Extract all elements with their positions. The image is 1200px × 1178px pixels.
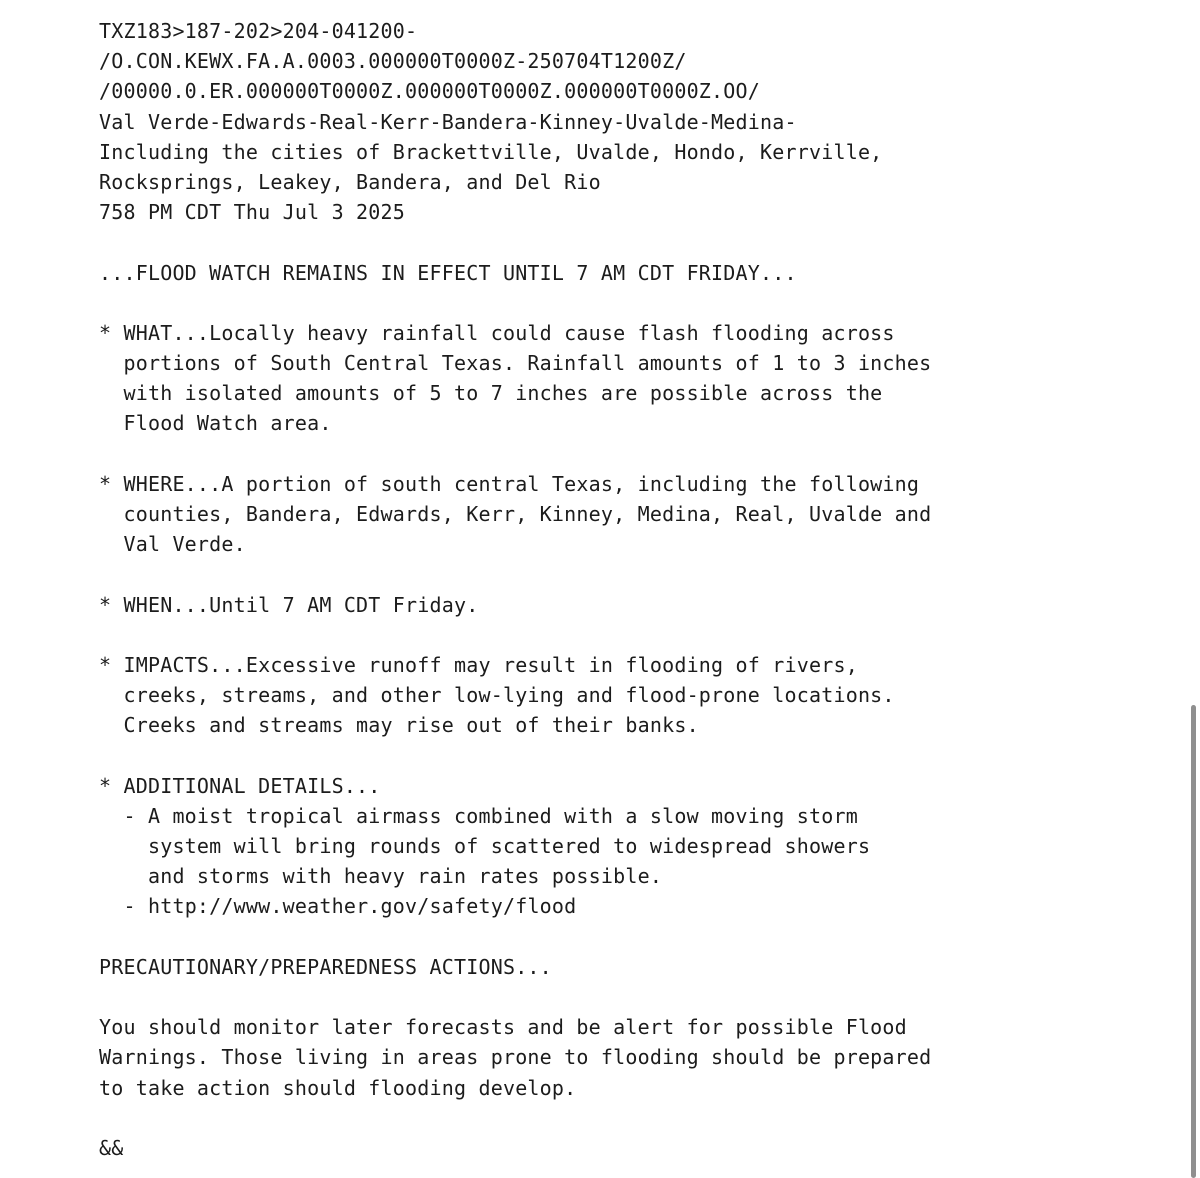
blank-line [99, 741, 931, 771]
blank-line [99, 922, 931, 952]
additional-details-line: and storms with heavy rain rates possible. [99, 864, 663, 889]
blank-line [99, 227, 931, 257]
link-line [99, 891, 931, 921]
link-prefix: - [99, 894, 148, 919]
vertical-scrollbar[interactable] [1188, 0, 1200, 1178]
impacts-line: Creeks and streams may rise out of their banks. [99, 713, 699, 738]
flood-safety-link[interactable]: http://www.weather.gov/safety/flood [147, 894, 577, 919]
zones-line: Val Verde-Edwards-Real-Kerr-Bandera-Kinney-Uvalde-Medina- [99, 109, 797, 134]
where-line: * WHERE...A portion of south central Texas, including the following [99, 471, 920, 496]
what-line: with isolated amounts of 5 to 7 inches are possible across the [99, 381, 883, 406]
where-line: counties, Bandera, Edwards, Kerr, Kinney, Medina, Real, Uvalde and [99, 502, 932, 526]
what-line: * WHAT...Locally heavy rainfall could cause flash flooding across [99, 320, 895, 345]
flood-watch-bulletin [99, 16, 931, 1163]
issued-time: 758 PM CDT Thu Jul 3 2025 [99, 200, 406, 225]
cities-line: Including the cities of Brackettville, Uvalde, Hondo, Kerrville, [99, 139, 883, 164]
blank-line [99, 982, 931, 1012]
precautionary-header: PRECAUTIONARY/PREPAREDNESS ACTIONS... [99, 954, 552, 979]
blank-line [99, 288, 931, 318]
impacts-line: creeks, streams, and other low-lying and flood-prone locations. [99, 683, 895, 708]
headline: ...FLOOD WATCH REMAINS IN EFFECT UNTIL 7 AM CDT FRIDAY... [99, 260, 797, 285]
impacts-line: * IMPACTS...Excessive runoff may result in flooding of rivers, [99, 652, 858, 677]
ugc-line: TXZ183>187-202>204-041200- [99, 19, 418, 43]
scrollbar-thumb[interactable] [1191, 705, 1196, 1178]
end-marker: && [99, 1135, 124, 1160]
additional-details-line: system will bring rounds of scattered to widespread showers [99, 834, 871, 859]
blank-line [99, 1103, 931, 1133]
blank-line [99, 559, 931, 589]
what-line: Flood Watch area. [99, 411, 332, 436]
what-line: portions of South Central Texas. Rainfall amounts of 1 to 3 inches [99, 351, 932, 376]
when-line: * WHEN...Until 7 AM CDT Friday. [99, 592, 479, 617]
vtec-line: /O.CON.KEWX.FA.A.0003.000000T0000Z-250704T1200Z/ [99, 49, 687, 74]
precautionary-line: to take action should flooding develop. [99, 1075, 577, 1100]
additional-details-line: - A moist tropical airmass combined with a slow moving storm [99, 803, 858, 828]
blank-line [99, 620, 931, 650]
precautionary-line: Warnings. Those living in areas prone to flooding should be prepared [99, 1045, 932, 1070]
additional-details-header: * ADDITIONAL DETAILS... [99, 773, 381, 798]
blank-line [99, 439, 931, 469]
cities-line: Rocksprings, Leakey, Bandera, and Del Rio [99, 169, 601, 194]
hvtec-line: /00000.0.ER.000000T0000Z.000000T0000Z.000000T0000Z.OO/ [99, 79, 761, 104]
where-line: Val Verde. [99, 532, 246, 557]
precautionary-line: You should monitor later forecasts and be alert for possible Flood [99, 1015, 907, 1040]
